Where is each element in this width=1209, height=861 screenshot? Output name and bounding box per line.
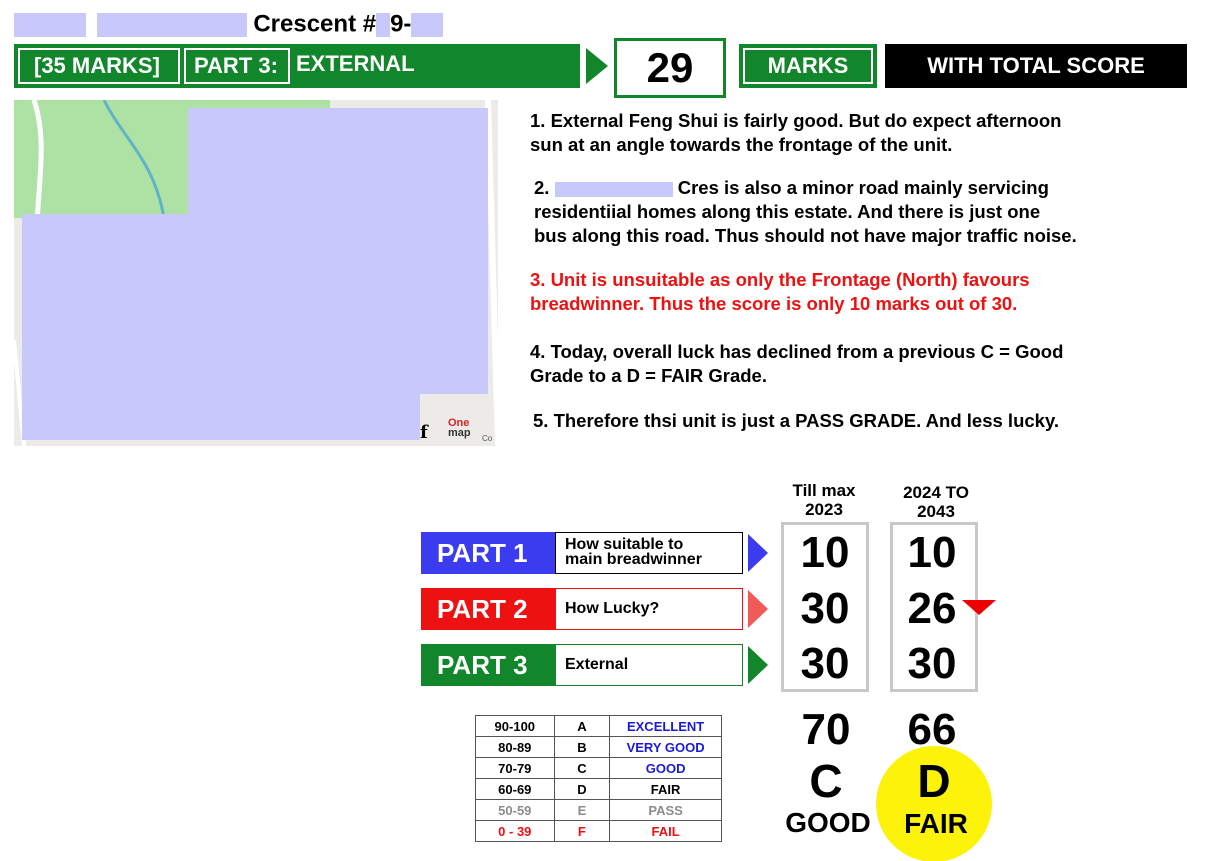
redacted-block [14,13,86,37]
note-5 [533,409,1059,433]
part-label: PART 3 [421,644,555,686]
grade-range: 50-59 [476,800,555,821]
total-new: 66 [907,705,957,754]
grade-letter-cell: C [554,758,610,779]
grade-old: C [809,755,843,807]
arrow-right-icon [748,590,768,628]
redacted-block [22,214,420,440]
logo-bottom-text: map [448,427,471,439]
arrow-right-icon [586,48,608,84]
column-heading-new [886,483,986,521]
note-line: Grade to a D = FAIR Grade. [530,365,767,386]
grade-label: FAIL [610,821,722,842]
part-name: EXTERNAL [296,51,415,76]
grade-label: VERY GOOD [610,737,722,758]
page-title [14,10,443,44]
part-tag: PART 3: [184,48,290,84]
column-heading-old [774,481,874,519]
score-new-part-1: 10 [907,528,957,577]
grade-word-new: FAIR [904,808,968,839]
decrease-triangle-icon [962,600,996,615]
total-old: 70 [801,705,851,754]
grade-label: GOOD [610,758,722,779]
grade-label: PASS [610,800,722,821]
grade-letter-cell: E [554,800,610,821]
grade-legend-body [476,716,722,842]
grade-new: D [917,755,951,807]
onemap-logo [448,418,471,438]
map-copyright: Co [482,434,493,443]
grade-range: 0 - 39 [476,821,555,842]
note-line: 5. Therefore thsi unit is just a PASS GRADE. And less lucky. [533,410,1060,431]
note-line: sun at an angle towards the frontage of the unit. [530,134,953,155]
column-heading-line: 2024 TO [903,483,969,502]
grade-legend-row [476,758,722,779]
grade-letter-cell: F [554,821,610,842]
grade-label: EXCELLENT [610,716,722,737]
redacted-block [411,13,443,37]
column-heading-line: Till max [792,481,856,500]
part-description-line: main breadwinner [565,551,702,568]
part-label: PART 2 [421,588,555,630]
part-description: External [555,644,743,686]
part-description: How Lucky? [555,588,743,630]
marks-label: MARKS [743,48,873,84]
grade-legend-row [476,716,722,737]
note-line: 1. External Feng Shui is fairly good. But do expect afternoon [530,110,1062,131]
grade-legend-row [476,779,722,800]
note-line: 4. Today, overall luck has declined from a previous C = Good [530,341,1064,362]
arrow-right-icon [748,646,768,684]
note-line [534,176,1077,200]
score-old-part-3: 30 [800,639,850,688]
note-text: Cres is also a minor road mainly servicing [677,177,1049,198]
title-street-suffix: Crescent # [253,10,377,38]
facebook-icon[interactable]: f [420,422,428,443]
score-new-part-3: 30 [907,639,957,688]
grade-range: 80-89 [476,737,555,758]
note-1 [530,109,1061,157]
grade-legend-row [476,800,722,821]
grade-legend-row [476,821,722,842]
note-line: bus along this road. Thus should not have major traffic noise. [534,225,1077,246]
grade-word-old: GOOD [785,807,871,838]
note-2 [534,176,1077,248]
grade-range: 60-69 [476,779,555,800]
note-line: residentiial homes along this estate. And there is just one [534,201,1041,222]
part-description [555,532,743,574]
grade-letter-cell: A [554,716,610,737]
column-heading-line: 2023 [805,500,843,519]
part-description-line: How suitable to [565,536,684,553]
redacted-block [555,182,673,197]
column-heading-line: 2043 [917,502,955,521]
logo-top-text: One [448,417,470,429]
redacted-block [97,13,247,37]
grade-range: 70-79 [476,758,555,779]
grade-range: 90-100 [476,716,555,737]
note-number: 2. [534,177,550,198]
part-label: PART 1 [421,532,555,574]
arrow-right-icon [748,534,768,572]
part-score: 29 [614,38,726,98]
note-3 [530,268,1030,316]
location-map[interactable] [14,100,498,446]
note-4 [530,340,1063,388]
grade-letter-cell: B [554,737,610,758]
title-unit-number: 9- [390,10,412,38]
note-line: 3. Unit is unsuitable as only the Frontage (North) favours [530,269,1030,290]
score-old-part-2: 30 [800,584,850,633]
note-line: breadwinner. Thus the score is only 10 marks out of 30. [530,293,1018,314]
grade-legend-table [475,715,722,842]
marks-tag: [35 MARKS] [18,48,180,84]
grade-label: FAIR [610,779,722,800]
score-old-part-1: 10 [800,528,850,577]
score-new-part-2: 26 [907,584,957,633]
grade-letter-cell: D [554,779,610,800]
total-score-label: WITH TOTAL SCORE [885,44,1187,88]
redacted-block [376,13,390,37]
grade-legend-row [476,737,722,758]
